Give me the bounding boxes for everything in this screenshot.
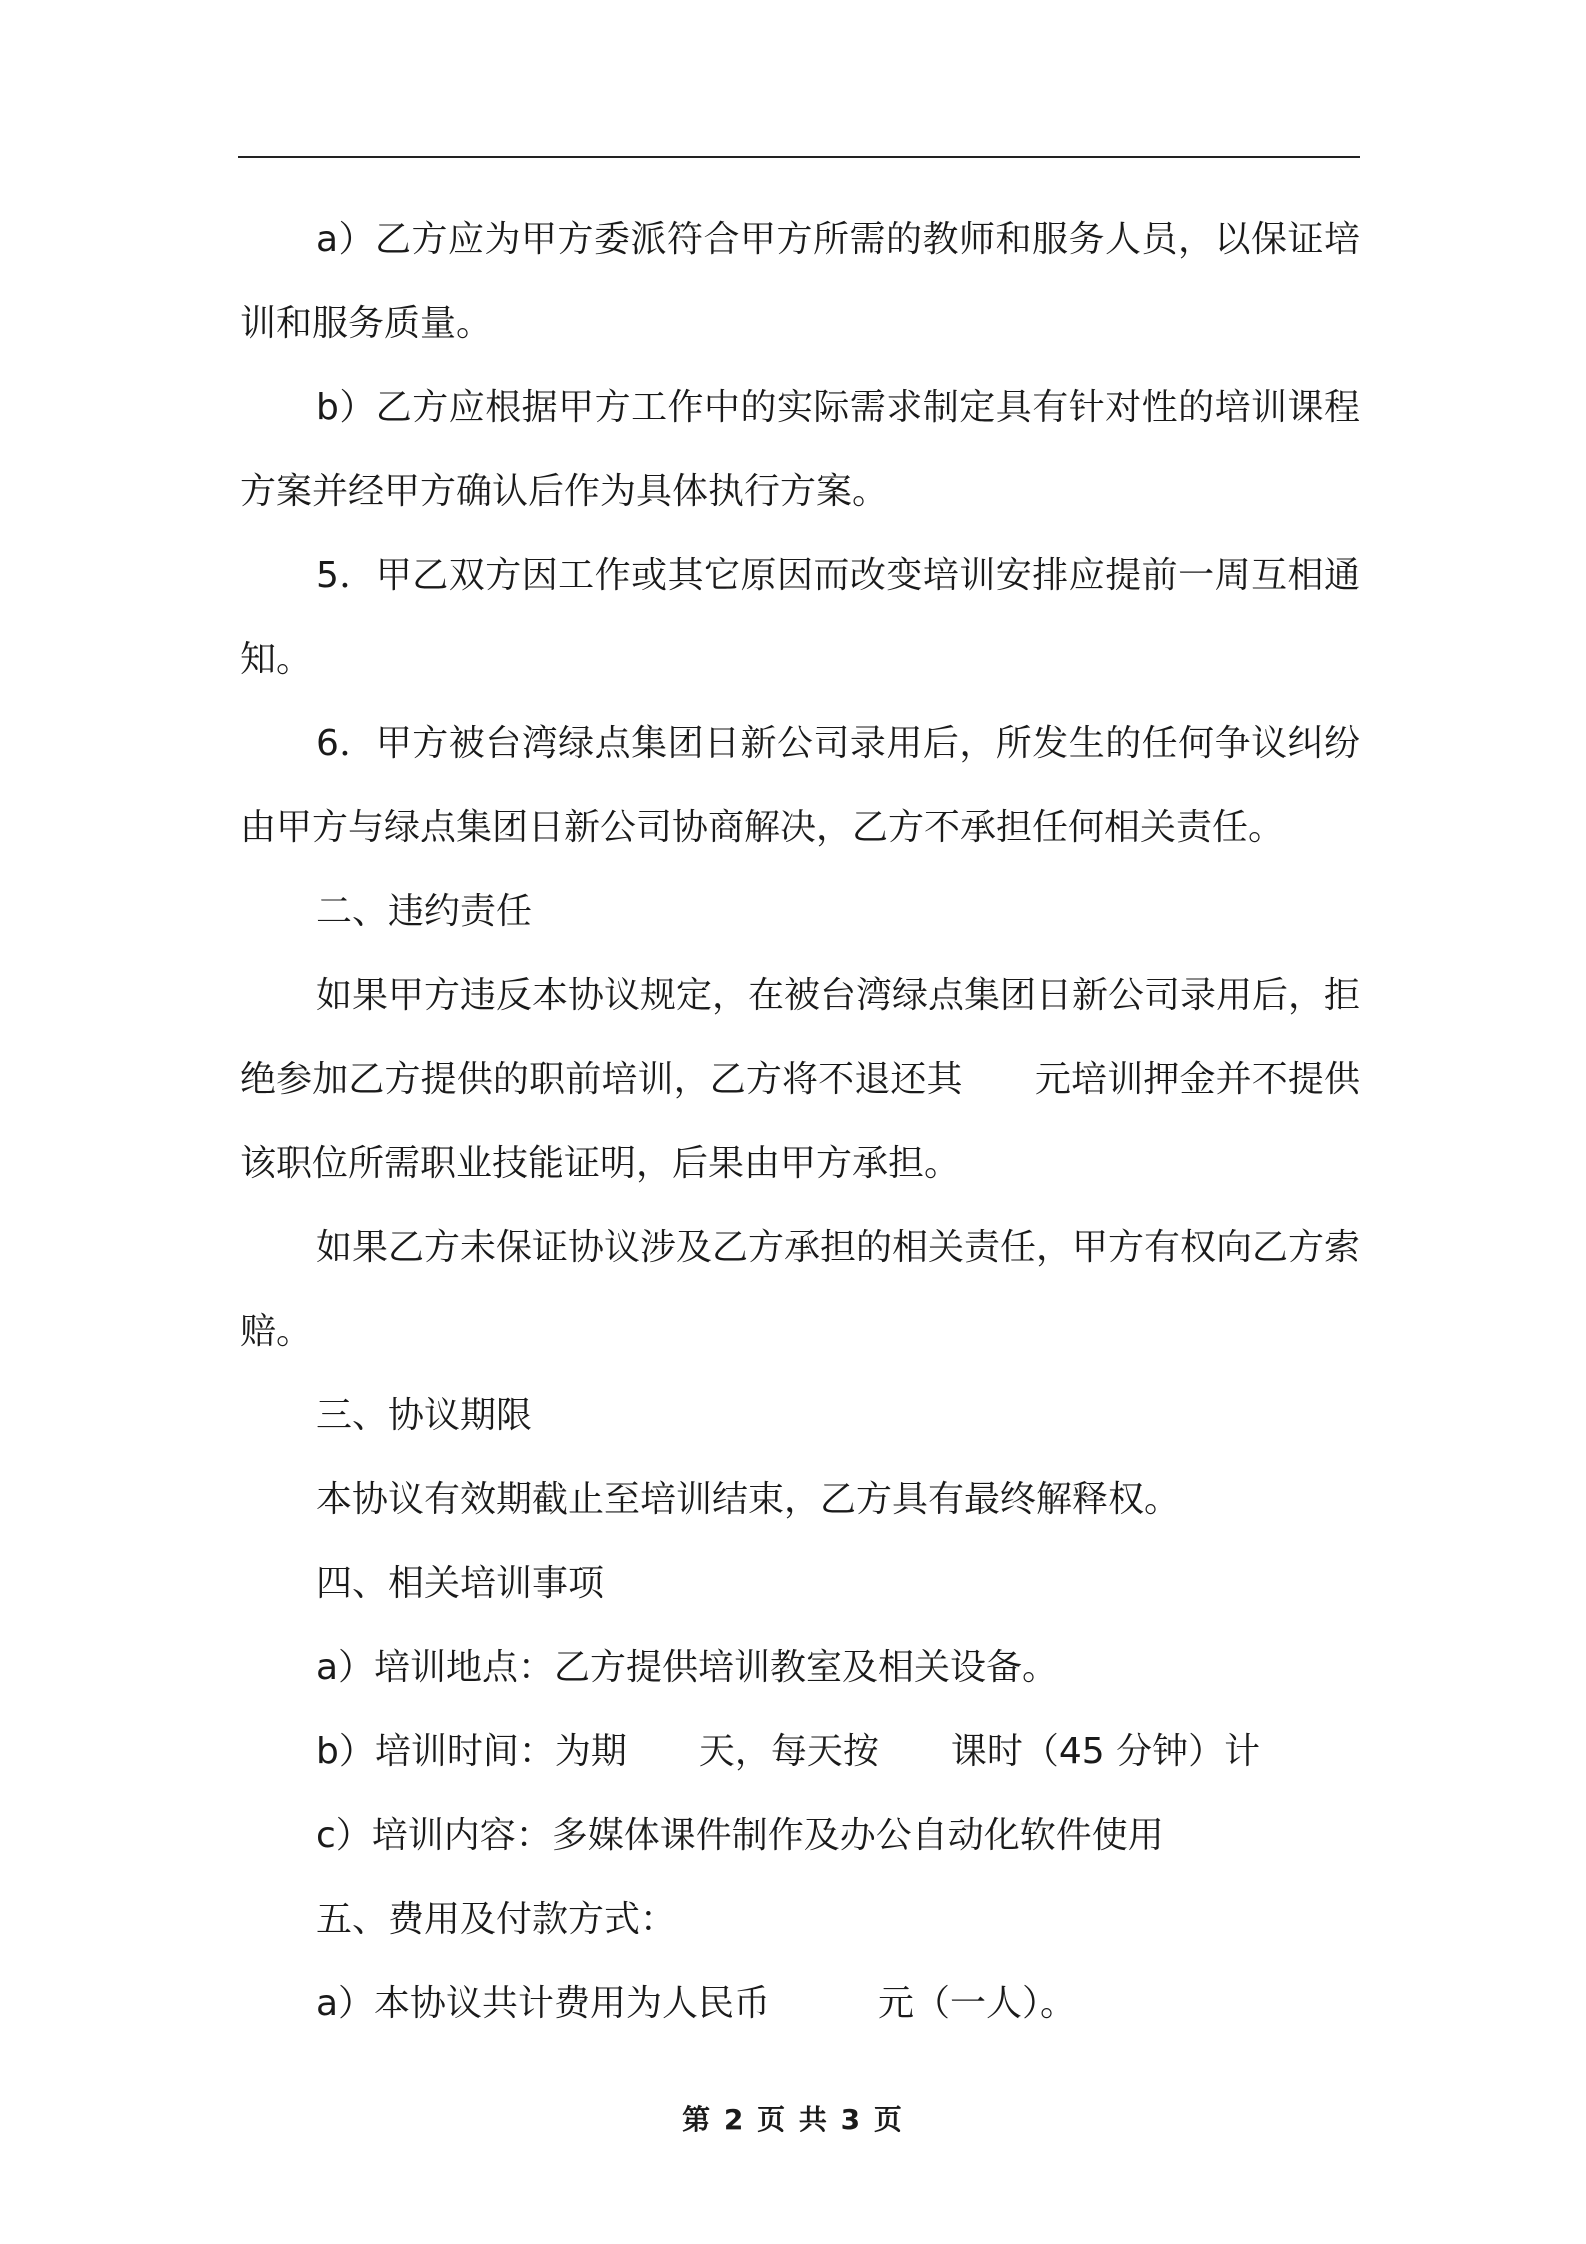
paragraph: a）乙方应为甲方委派符合甲方所需的教师和服务人员，以保证培训和服务质量。 [240,219,1360,344]
paragraph: c）培训内容：多媒体课件制作及办公自动化软件使用 [316,1815,1164,1856]
paragraph: a）培训地点：乙方提供培训教室及相关设备。 [316,1647,1059,1688]
paragraph: 如果甲方违反本协议规定，在被台湾绿点集团日新公司录用后，拒绝参加乙方提供的职前培训，乙方将不退还其 元培训押金并不提供该职位所需职业技能证明，后果由甲方承担。 [240,975,1361,1184]
paragraph: 5．甲乙双方因工作或其它原因而改变培训安排应提前一周互相通知。 [240,555,1360,680]
paragraph: b）培训时间：为期 天，每天按 课时（45 分钟）计 [316,1731,1261,1772]
paragraph: b）乙方应根据甲方工作中的实际需求制定具有针对性的培训课程方案并经甲方确认后作为具体执行方案。 [240,387,1360,512]
page-number: 第 2 页 共 3 页 [682,2103,904,2136]
section-heading: 五、费用及付款方式： [316,1899,677,1940]
header-rule [238,156,1360,158]
section-heading: 三、协议期限 [316,1395,533,1436]
paragraph: 本协议有效期截止至培训结束，乙方具有最终解释权。 [316,1479,1181,1520]
section-heading: 四、相关培训事项 [316,1563,605,1604]
section-heading: 二、违约责任 [316,891,533,932]
paragraph: 6．甲方被台湾绿点集团日新公司录用后，所发生的任何争议纠纷由甲方与绿点集团日新公司协商解决，乙方不承担任何相关责任。 [240,723,1360,848]
paragraph: 如果乙方未保证协议涉及乙方承担的相关责任，甲方有权向乙方索赔。 [240,1227,1361,1352]
document-body [240,198,1360,2046]
paragraph: a）本协议共计费用为人民币 元（一人）。 [316,1983,1077,2024]
